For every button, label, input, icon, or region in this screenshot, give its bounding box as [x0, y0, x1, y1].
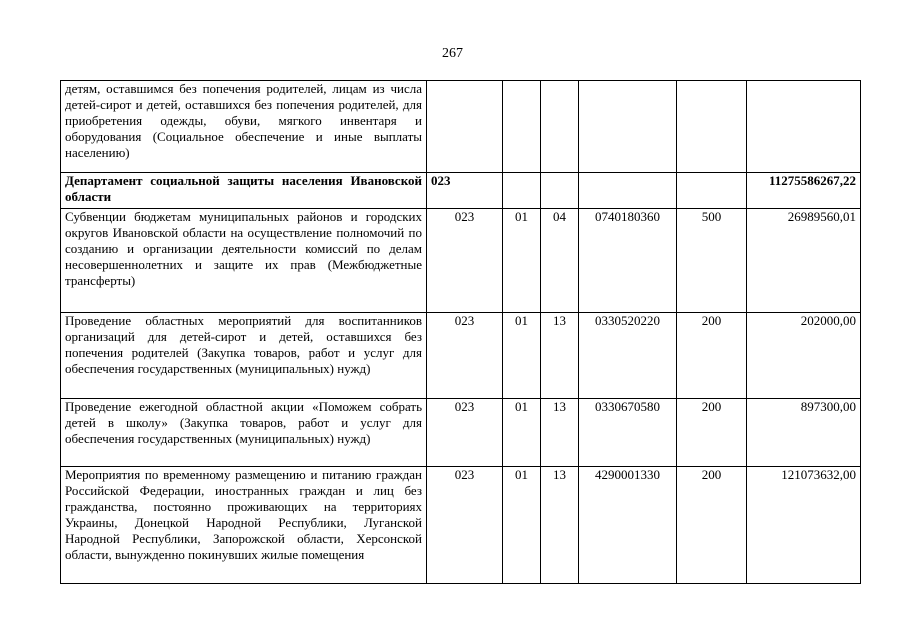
cell-admin-code: 023 — [427, 173, 503, 209]
cell-expense-type — [677, 173, 747, 209]
cell-description: детям, оставшимся без попечения родителей, лицам из числа детей-сирот и детей, оставшихся без попечения родителей, для приобретения одежды, обуви, мягкого инвентаря и оборудования (Социальное обеспечение и иные выплаты населению) — [61, 81, 427, 173]
budget-table — [60, 80, 861, 584]
cell-expense-type: 200 — [677, 467, 747, 584]
cell-section — [503, 81, 541, 173]
cell-expense-type — [677, 81, 747, 173]
cell-amount: 11275586267,22 — [747, 173, 861, 209]
table-row — [61, 313, 861, 399]
cell-admin-code: 023 — [427, 399, 503, 467]
table-row — [61, 399, 861, 467]
table-row — [61, 209, 861, 313]
cell-description: Проведение областных мероприятий для воспитанников организаций для детей-сирот и детей, оставшихся без попечения родителей (Закупка товаров, работ и услуг для обеспечения государственных (муниципальных) нужд) — [61, 313, 427, 399]
cell-amount: 26989560,01 — [747, 209, 861, 313]
cell-target-article — [579, 173, 677, 209]
table-row — [61, 81, 861, 173]
cell-expense-type: 500 — [677, 209, 747, 313]
cell-subsection — [541, 173, 579, 209]
cell-section — [503, 173, 541, 209]
cell-target-article — [579, 81, 677, 173]
cell-section: 01 — [503, 313, 541, 399]
cell-admin-code — [427, 81, 503, 173]
cell-section: 01 — [503, 399, 541, 467]
cell-expense-type: 200 — [677, 313, 747, 399]
table-row — [61, 173, 861, 209]
cell-target-article: 0740180360 — [579, 209, 677, 313]
cell-target-article: 4290001330 — [579, 467, 677, 584]
cell-description: Департамент социальной защиты населения Ивановской области — [61, 173, 427, 209]
cell-admin-code: 023 — [427, 467, 503, 584]
cell-target-article: 0330670580 — [579, 399, 677, 467]
cell-section: 01 — [503, 209, 541, 313]
cell-amount: 897300,00 — [747, 399, 861, 467]
cell-target-article: 0330520220 — [579, 313, 677, 399]
cell-description: Субвенции бюджетам муниципальных районов и городских округов Ивановской области на осуществление полномочий по созданию и организации деятельности комиссий по делам несовершеннолетних и защите их прав (Межбюджетные трансферты) — [61, 209, 427, 313]
cell-amount: 121073632,00 — [747, 467, 861, 584]
cell-admin-code: 023 — [427, 313, 503, 399]
cell-subsection: 13 — [541, 313, 579, 399]
cell-admin-code: 023 — [427, 209, 503, 313]
cell-amount — [747, 81, 861, 173]
cell-expense-type: 200 — [677, 399, 747, 467]
cell-subsection: 13 — [541, 467, 579, 584]
cell-subsection: 04 — [541, 209, 579, 313]
cell-amount: 202000,00 — [747, 313, 861, 399]
cell-description: Мероприятия по временному размещению и питанию граждан Российской Федерации, иностранных граждан и лиц без гражданства, постоянно проживающих на территориях Украины, Донецкой Народной Республики, Луганской Народной Республики, Запорожской области, Херсонской области, вынужденно покинувших жилые помещения — [61, 467, 427, 584]
page-number: 267 — [442, 46, 463, 61]
table-row — [61, 467, 861, 584]
cell-section: 01 — [503, 467, 541, 584]
cell-subsection: 13 — [541, 399, 579, 467]
cell-description: Проведение ежегодной областной акции «Поможем собрать детей в школу» (Закупка товаров, работ и услуг для обеспечения государственных (муниципальных) нужд) — [61, 399, 427, 467]
cell-subsection — [541, 81, 579, 173]
table-body — [61, 81, 861, 584]
